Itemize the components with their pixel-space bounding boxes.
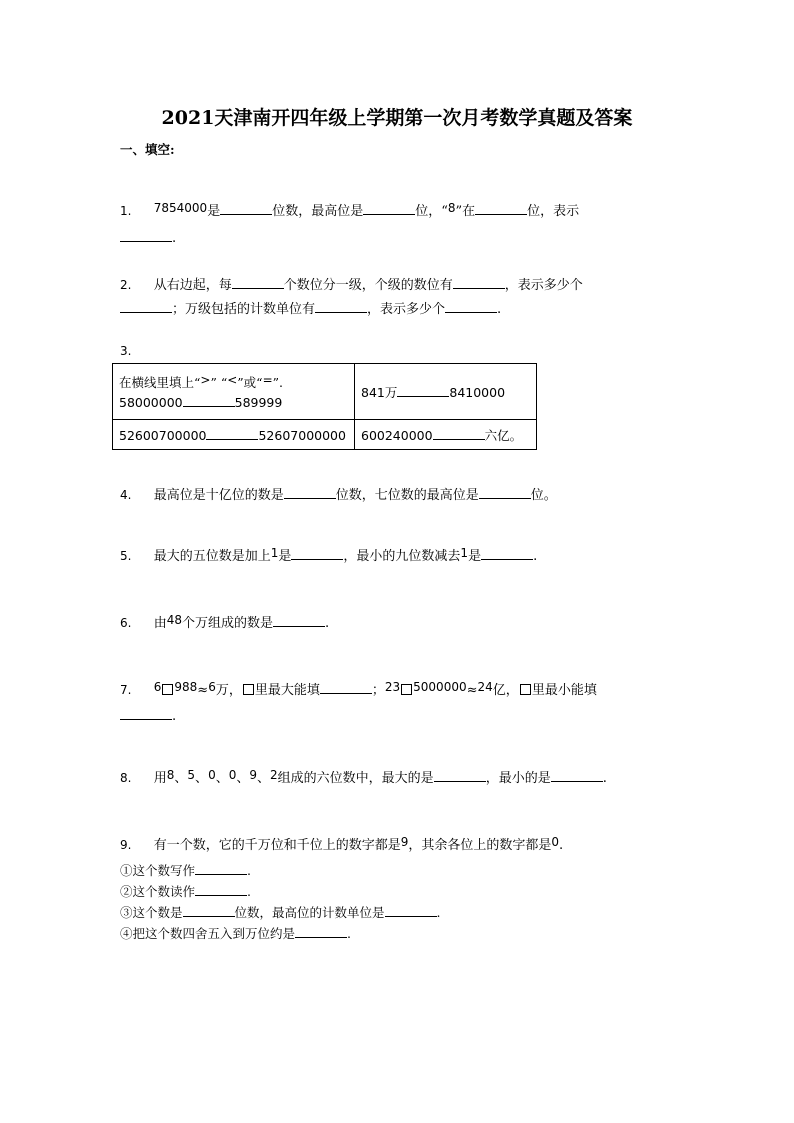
q1-number: 1. — [120, 204, 132, 218]
answer-blank[interactable] — [232, 276, 284, 289]
question-2-line2: ；万级包括的计数单位有 ，表示多少个 . — [120, 298, 501, 317]
question-7: 7. 6 988≈6万， 里最大能填 ；23 5000000≈24亿， 里最小能填 — [120, 680, 597, 698]
answer-blank[interactable] — [434, 769, 486, 782]
answer-blank[interactable] — [291, 547, 343, 560]
answer-blank[interactable] — [481, 547, 533, 560]
cell-compare-600: 600240000 六亿。 — [355, 420, 537, 450]
square-box-icon — [243, 684, 254, 695]
question-8: 8. 用8、5、0、0、9、2组成的六位数中，最大的是 ，最小的是 . — [120, 768, 607, 786]
answer-blank[interactable] — [551, 769, 603, 782]
question-7-line2: . — [120, 707, 176, 724]
answer-blank[interactable] — [320, 681, 372, 694]
section-heading: 一、填空: — [120, 142, 175, 157]
answer-blank[interactable] — [453, 276, 505, 289]
answer-blank[interactable] — [479, 486, 531, 499]
answer-blank[interactable] — [284, 486, 336, 499]
question-1: 1. 7854000是 位数，最高位是 位，“8”在 位，表示 — [120, 201, 580, 219]
question-9: 9. 有一个数，它的千万位和千位上的数字都是9，其余各位上的数字都是0. — [120, 835, 564, 853]
answer-blank[interactable] — [220, 202, 272, 215]
cell-compare-841: 841万 8410000 — [355, 364, 537, 420]
question-5: 5. 最大的五位数是加上1是 ，最小的九位数减去1是 . — [120, 546, 538, 564]
question-6: 6. 由48个万组成的数是 . — [120, 613, 330, 631]
answer-blank[interactable] — [433, 427, 485, 440]
question-2: 2. 从右边起，每 个数位分一级，个级的数位有 ，表示多少个 — [120, 278, 583, 293]
answer-blank[interactable] — [195, 883, 247, 896]
answer-blank[interactable] — [183, 394, 235, 407]
answer-blank[interactable] — [397, 384, 449, 397]
cell-compare-526: 52600700000 52607000000 — [113, 420, 355, 450]
question-9-sub-1: ①这个数写作 . — [120, 863, 251, 878]
question-9-sub-2: ②这个数读作 . — [120, 884, 251, 899]
question-9-sub-4: ④把这个数四舍五入到万位约是 . — [120, 926, 351, 941]
answer-blank[interactable] — [295, 925, 347, 938]
answer-blank[interactable] — [363, 202, 415, 215]
cell-instruction: 在横线里填上“>” “<”或“=”. 58000000 589999 — [113, 364, 355, 420]
answer-blank[interactable] — [120, 707, 172, 720]
square-box-icon — [401, 684, 412, 695]
answer-blank[interactable] — [120, 229, 172, 242]
question-4: 4. 最高位是十亿位的数是 位数，七位数的最高位是 位。 — [120, 488, 557, 503]
question-1-line2: . — [120, 229, 176, 246]
answer-blank[interactable] — [385, 904, 437, 917]
answer-blank[interactable] — [206, 427, 258, 440]
answer-blank[interactable] — [273, 614, 325, 627]
question-9-sub-3: ③这个数是 位数，最高位的计数单位是 . — [120, 905, 441, 920]
page-title: 2021天津南开四年级上学期第一次月考数学真题及答案 — [161, 107, 633, 129]
answer-blank[interactable] — [195, 862, 247, 875]
question-3-number: 3. — [120, 344, 132, 358]
square-box-icon — [520, 684, 531, 695]
answer-blank[interactable] — [315, 300, 367, 313]
answer-blank[interactable] — [445, 300, 497, 313]
comparison-table — [112, 363, 537, 450]
answer-blank[interactable] — [120, 300, 172, 313]
answer-blank[interactable] — [475, 202, 527, 215]
square-box-icon — [162, 684, 173, 695]
answer-blank[interactable] — [183, 904, 235, 917]
